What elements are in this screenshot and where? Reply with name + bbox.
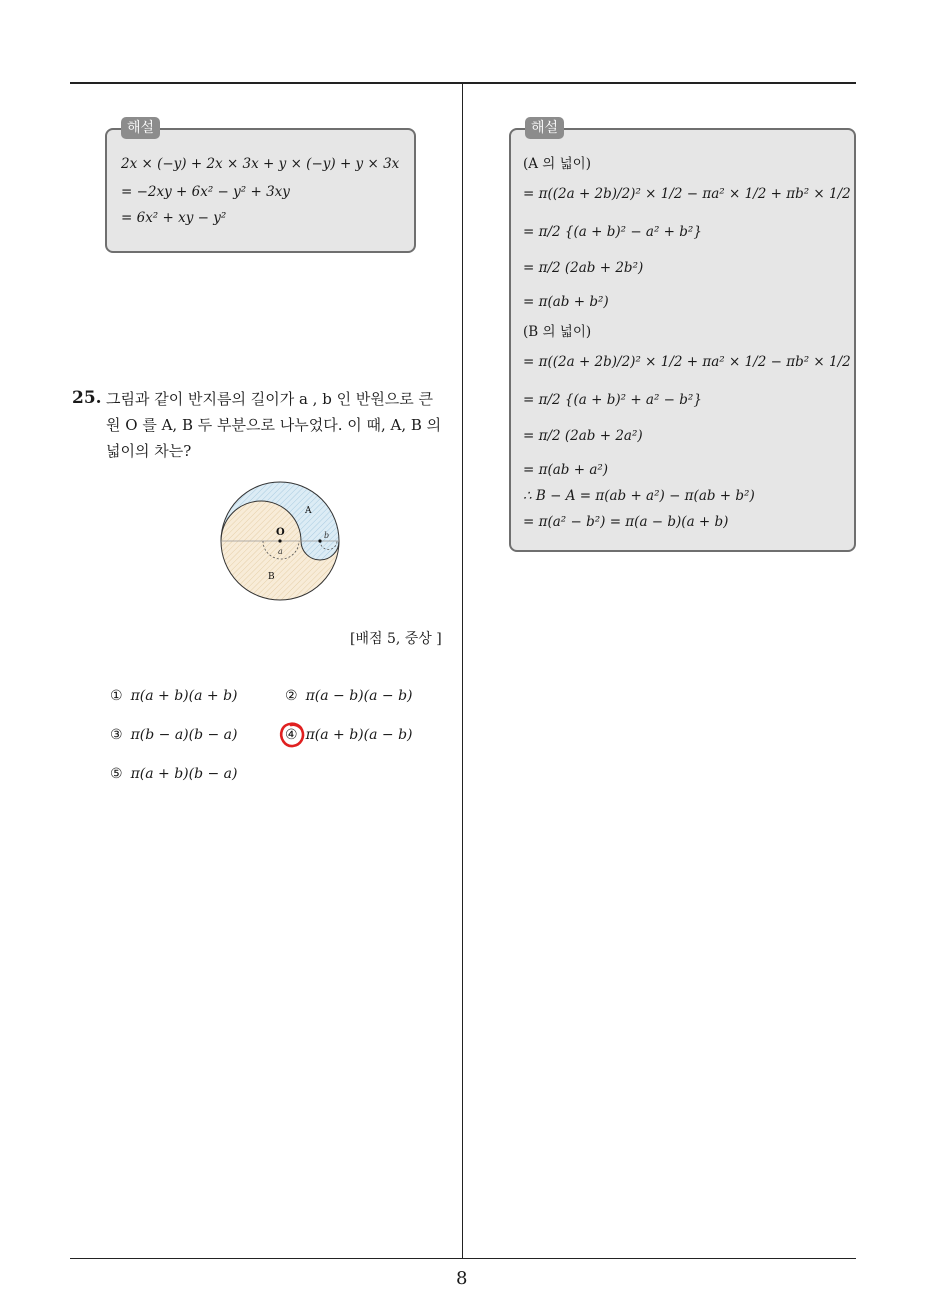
choice-2[interactable] bbox=[285, 688, 413, 704]
solution-tag: 해설 bbox=[525, 117, 564, 139]
top-rule bbox=[70, 82, 856, 84]
choice-expr: π(b − a)(b − a) bbox=[130, 727, 238, 743]
solution-line: = π/2 (2ab + 2b²) bbox=[523, 260, 644, 276]
choice-5[interactable] bbox=[110, 766, 238, 782]
page-number: 8 bbox=[456, 1268, 468, 1289]
label-region-b: B bbox=[268, 572, 275, 582]
question-line: 그림과 같이 반지름의 길이가 a , b 인 반원으로 큰 bbox=[106, 390, 434, 408]
points-label: [배점 5, 중상 ] bbox=[350, 631, 442, 647]
solution-line: ∴ B − A = π(ab + a²) − π(ab + b²) bbox=[523, 488, 755, 504]
solution-line: = π/2 (2ab + 2a²) bbox=[523, 428, 643, 444]
solution-line: = π/2 {(a + b)² + a² − b²} bbox=[523, 392, 702, 408]
choice-mark: ③ bbox=[110, 727, 123, 743]
column-divider bbox=[462, 84, 463, 1258]
choice-1[interactable] bbox=[110, 688, 238, 704]
choice-3[interactable] bbox=[110, 727, 238, 743]
bottom-rule bbox=[70, 1258, 856, 1259]
circle-figure bbox=[216, 478, 366, 608]
choice-expr: π(a + b)(a − b) bbox=[305, 727, 413, 743]
solution-line: = π((2a + 2b)/2)² × 1/2 − πa² × 1/2 + πb² × 1/2 bbox=[523, 186, 851, 202]
label-radius-b: b bbox=[324, 531, 330, 540]
question-number: 25. bbox=[72, 388, 102, 408]
choice-mark: ① bbox=[110, 688, 123, 704]
choice-mark: ② bbox=[285, 688, 298, 704]
solution-tag: 해설 bbox=[121, 117, 160, 139]
label-center: O bbox=[276, 527, 285, 538]
solution-line: = π((2a + 2b)/2)² × 1/2 + πa² × 1/2 − πb² × 1/2 bbox=[523, 354, 851, 370]
solution-line: = π(a² − b²) = π(a − b)(a + b) bbox=[523, 514, 729, 530]
solution-line: = π(ab + a²) bbox=[523, 462, 609, 478]
choice-expr: π(a + b)(b − a) bbox=[130, 766, 238, 782]
label-radius-a: a bbox=[278, 547, 283, 556]
left-solution-box bbox=[105, 120, 416, 253]
solution-line: = π/2 {(a + b)² − a² + b²} bbox=[523, 224, 702, 240]
choice-mark: ④ bbox=[285, 727, 298, 743]
choice-expr: π(a − b)(a − b) bbox=[305, 688, 413, 704]
solution-line: = π(ab + b²) bbox=[523, 294, 609, 310]
solution-line: 2x × (−y) + 2x × 3x + y × (−y) + y × 3x bbox=[121, 156, 400, 172]
solution-line: (B 의 넓이) bbox=[523, 324, 592, 340]
solution-line: = 6x² + xy − y² bbox=[121, 210, 227, 226]
solution-line: (A 의 넓이) bbox=[523, 156, 591, 172]
choice-expr: π(a + b)(a + b) bbox=[130, 688, 238, 704]
selected-answer-circle bbox=[277, 720, 307, 750]
label-region-a: A bbox=[305, 506, 312, 516]
choice-mark: ⑤ bbox=[110, 766, 123, 782]
right-solution-box bbox=[509, 120, 856, 552]
question-line: 원 O 를 A, B 두 부분으로 나누었다. 이 때, A, B 의 bbox=[106, 416, 442, 434]
question-line: 넓이의 차는? bbox=[106, 442, 192, 460]
solution-line: = −2xy + 6x² − y² + 3xy bbox=[121, 184, 290, 200]
